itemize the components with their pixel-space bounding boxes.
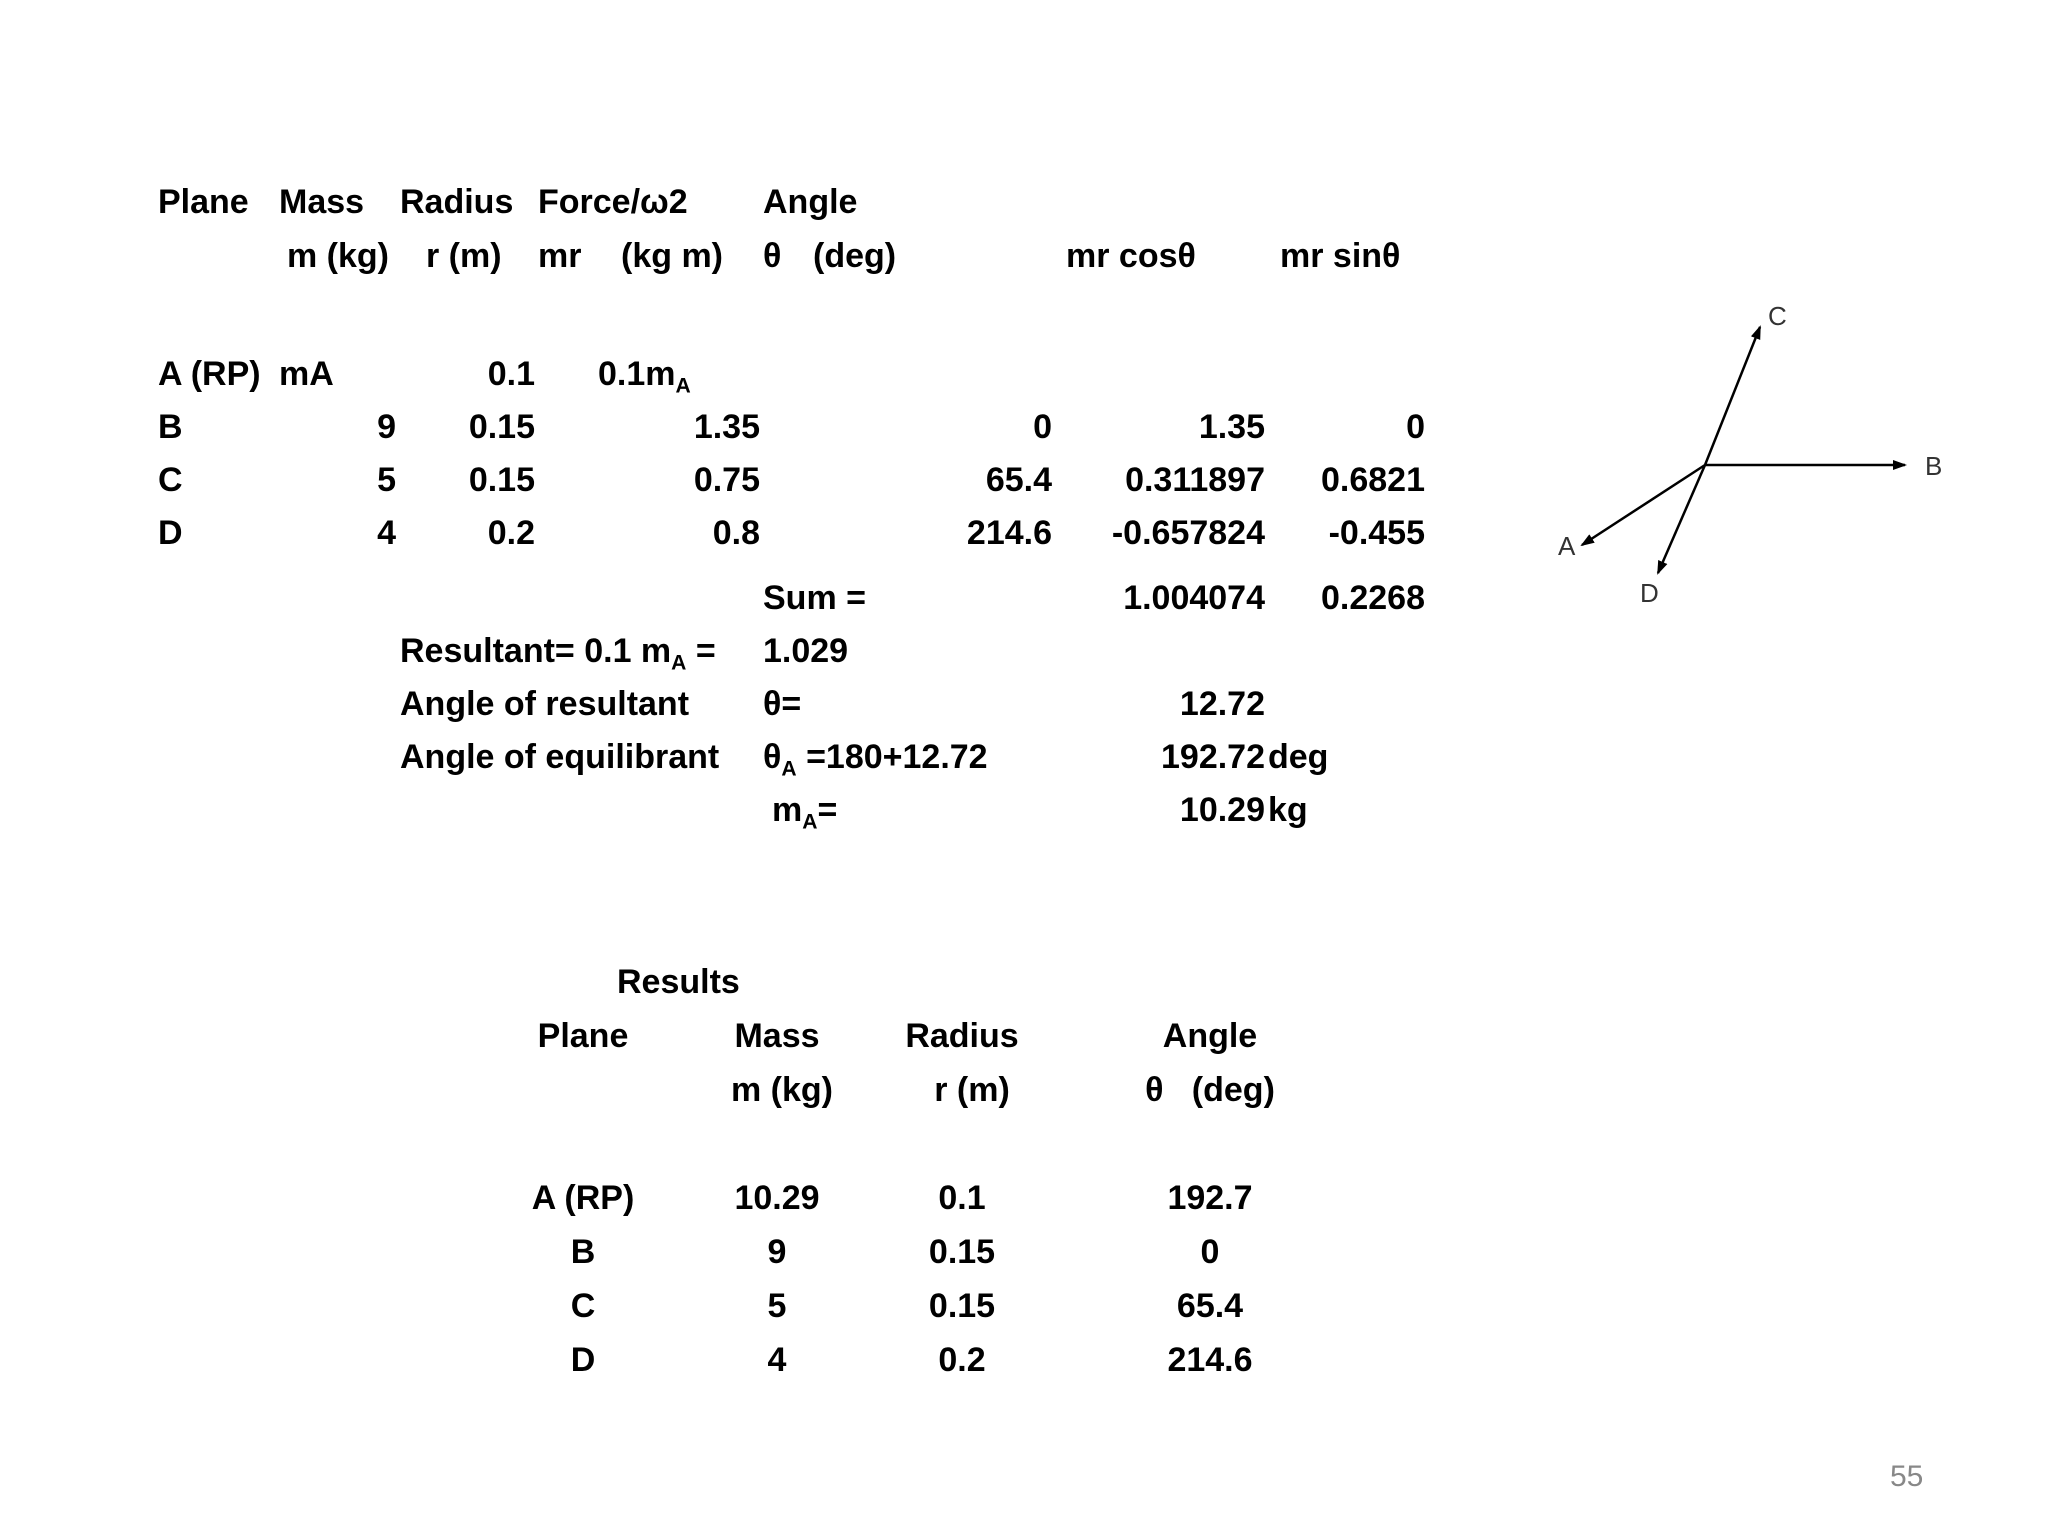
resultant-value: 1.029 — [763, 632, 849, 670]
row-a-mass: mA — [279, 355, 334, 393]
header-plane: Plane — [158, 183, 249, 221]
results-row-d-angle: 214.6 — [1167, 1341, 1253, 1379]
page-number: 55 — [1890, 1460, 1924, 1493]
results-row-c-angle: 65.4 — [1176, 1287, 1244, 1325]
resultant-label-post: = — [686, 632, 716, 670]
results-row-a-plane: A (RP) — [531, 1179, 635, 1217]
header-mass-unit: m (kg) — [287, 237, 389, 275]
header-mr-cos: mr cosθ — [1066, 237, 1196, 275]
header-mr-unit: (kg m) — [621, 237, 723, 275]
results-row-d-mass: 4 — [767, 1341, 787, 1379]
results-row-a-mass: 10.29 — [734, 1179, 820, 1217]
header-theta: θ — [763, 237, 782, 275]
header-radius: Radius — [400, 183, 514, 221]
row-b-radius: 0.15 — [468, 408, 535, 446]
vector-diagram — [1540, 295, 1960, 625]
row-b-mrcos: 1.35 — [1198, 408, 1265, 446]
header-mass: Mass — [279, 183, 365, 221]
sum-sin: 0.2268 — [1321, 579, 1425, 617]
row-c-radius: 0.15 — [468, 461, 535, 499]
angle-resultant-value: 12.72 — [1179, 685, 1265, 723]
row-d-mrsin: -0.455 — [1328, 514, 1425, 552]
sum-label: Sum = — [763, 579, 866, 617]
ma-label — [772, 790, 838, 834]
ma-label-main: m — [772, 791, 803, 829]
row-d-mass: 4 — [377, 514, 396, 552]
results-header-radius: Radius — [905, 1017, 1019, 1055]
results-row-b-angle: 0 — [1200, 1233, 1220, 1271]
angle-equilibrant-unit: deg — [1268, 738, 1329, 776]
angle-equilibrant-value: 192.72 — [1161, 738, 1265, 776]
vector-c-label: C — [1768, 301, 1787, 331]
results-row-b-radius: 0.15 — [928, 1233, 996, 1271]
header-force: Force/ω2 — [538, 183, 688, 221]
results-header-angle-unit: θ (deg) — [1145, 1071, 1275, 1109]
resultant-label — [400, 631, 716, 675]
row-a-force — [598, 354, 691, 398]
results-row-d-radius: 0.2 — [938, 1341, 986, 1379]
results-header-mass-unit: m (kg) — [731, 1071, 833, 1109]
results-row-a-angle: 192.7 — [1167, 1179, 1253, 1217]
row-c-plane: C — [158, 461, 183, 499]
header-radius-unit: r (m) — [426, 237, 502, 275]
header-angle-unit: (deg) — [813, 237, 897, 275]
row-a-force-main: 0.1m — [598, 355, 676, 393]
sum-cos: 1.004074 — [1123, 579, 1265, 617]
results-row-a-radius: 0.1 — [938, 1179, 986, 1217]
results-row-b-plane: B — [570, 1233, 596, 1271]
resultant-label-pre: Resultant= 0.1 m — [400, 632, 672, 670]
angle-equilibrant-expression — [763, 737, 988, 781]
ma-unit: kg — [1268, 791, 1308, 829]
row-b-angle: 0 — [1033, 408, 1052, 446]
angle-equilibrant-expr: =180+12.72 — [796, 738, 988, 776]
header-angle: Angle — [763, 183, 858, 221]
resultant-label-sub: A — [671, 651, 687, 675]
results-header-mass: Mass — [734, 1017, 820, 1055]
angle-equilibrant-theta: θ — [763, 738, 782, 776]
results-row-c-radius: 0.15 — [928, 1287, 996, 1325]
header-mr-sin: mr sinθ — [1280, 237, 1401, 275]
row-d-radius: 0.2 — [487, 514, 535, 552]
results-header-angle: Angle — [1162, 1017, 1258, 1055]
results-row-d-plane: D — [570, 1341, 596, 1379]
ma-label-post: = — [817, 791, 838, 829]
row-b-mrsin: 0 — [1406, 408, 1425, 446]
ma-label-sub: A — [802, 810, 818, 834]
row-a-force-sub: A — [675, 374, 691, 398]
row-c-mrcos: 0.311897 — [1125, 461, 1265, 499]
row-d-mrcos: -0.657824 — [1111, 514, 1265, 552]
vector-d-label: D — [1640, 578, 1659, 608]
angle-equilibrant-label: Angle of equilibrant — [400, 738, 720, 776]
results-header-radius-unit: r (m) — [934, 1071, 1010, 1109]
vector-a-label: A — [1558, 531, 1576, 561]
row-d-angle: 214.6 — [966, 514, 1052, 552]
row-c-angle: 65.4 — [985, 461, 1052, 499]
row-b-force: 1.35 — [693, 408, 760, 446]
header-mr: mr — [538, 237, 582, 275]
results-title: Results — [617, 963, 740, 1001]
row-d-force: 0.8 — [712, 514, 760, 552]
results-row-c-plane: C — [570, 1287, 596, 1325]
angle-resultant-label: Angle of resultant — [400, 685, 690, 723]
angle-equilibrant-sub: A — [781, 757, 797, 781]
row-c-mrsin: 0.6821 — [1321, 461, 1425, 499]
results-header-plane: Plane — [537, 1017, 629, 1055]
row-c-mass: 5 — [377, 461, 396, 499]
row-d-plane: D — [158, 514, 183, 552]
results-row-b-mass: 9 — [767, 1233, 787, 1271]
row-b-plane: B — [158, 408, 183, 446]
results-row-c-mass: 5 — [767, 1287, 787, 1325]
vector-b-label: B — [1925, 451, 1943, 481]
ma-value: 10.29 — [1179, 791, 1265, 829]
row-a-radius: 0.1 — [487, 355, 535, 393]
angle-resultant-symbol: θ= — [763, 685, 802, 723]
row-c-force: 0.75 — [693, 461, 760, 499]
row-b-mass: 9 — [377, 408, 396, 446]
vector-c-arrow — [1705, 327, 1760, 465]
row-a-plane: A (RP) — [158, 355, 261, 393]
